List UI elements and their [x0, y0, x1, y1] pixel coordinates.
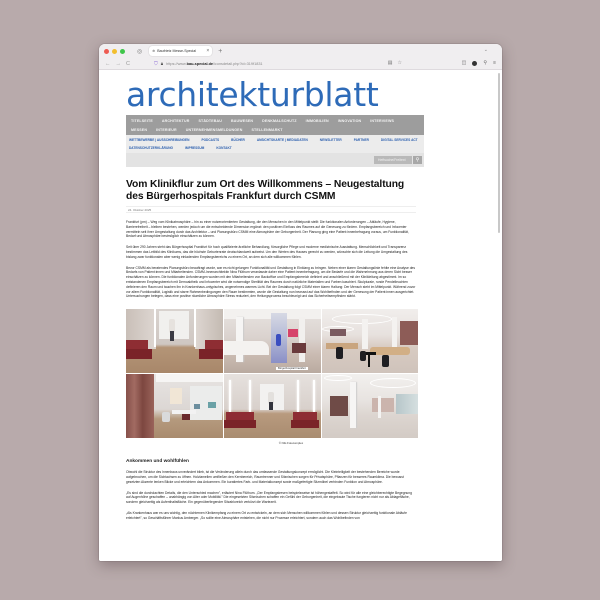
tab-title: Baufrietz Messe-Special	[157, 49, 197, 53]
globe-icon: ⊕	[152, 49, 156, 53]
subnav-digital-services-act[interactable]: DIGITAL SERVICES ACT	[380, 138, 418, 142]
gallery-photo-corridor-benches[interactable]	[224, 374, 321, 438]
nav-immobilien[interactable]: IMMOBILIEN	[305, 118, 329, 123]
article-date: 24. Oktober 2025	[128, 207, 152, 212]
sidebar-toggle-icon[interactable]: ◎	[137, 48, 143, 55]
browser-window	[99, 44, 502, 561]
article-paragraph: Bevor CSMM als beratendes Planungsbüro beauftragt wurde, war es nicht gelungen Funktionalität und Gestaltung in Einklang zu bringen. Neben einer klaren Gestaltungslinie fehlte eine Analyse des Bedarfs von Patient:innen und Mitarbeitenden. CSMM-Innenarchitektin Nina Flüthum veranlasste daher eine Patient:innenbefragung, um die Bedarfe und die Wahrnehmung aus deren Sicht besser einschätzen zu können. Die funktionalen Anforderungen wurden mit den Mitarbeitenden von Backoffice und Empfangsbereich definiert und anschließend mit der Klinikleitung abgestimmt. Im so entstandenen Empfangsbereich mit Demoaktheik und Infocenter wird die notwendige Sterilität des Raumes durch natürliche Materialien und Farben kaschiert. Skulpturale, runde Pendelleuchten definieren den Raum und tauchen ihn in Krankenhaus-untypisches, angenehmes warmes Licht. Bei der Gestaltung folgt CSMM einer klaren Haltung: Der Mensch steht im Mittelpunkt. Während zuvor vor allem Funktionalität, Logistik und starre Rahmenbedingungen den Raum bestimmten, wurde die Gestaltung nun bewusst auf das Wohlbefinden und der Genesung der Patient:innen ausgerichtet. Untersuchungen belegen, dass eine positive räumliche Atmosphäre Stress reduziert, den Heilungsprozess beschleunigt und das Sicherheitsempfinden stärkt.	[126, 265, 416, 299]
nav-innovation[interactable]: INNOVATION	[337, 118, 362, 123]
gallery-photo-waiting-area[interactable]	[322, 309, 418, 373]
bookmark-star-icon[interactable]: ☆	[397, 60, 402, 66]
article-headline: Vom Klinikflur zum Ort des Willkommens – Neugestaltung des Bürgerhospitals Frankfurt durch CSMM	[126, 179, 405, 202]
web-page	[126, 71, 420, 521]
article-dateline	[126, 206, 416, 213]
extensions-icon[interactable]: ⚲	[483, 60, 488, 66]
lock-icon[interactable]: 🔒︎	[160, 61, 164, 66]
nav-titelseite[interactable]: TITELSEITE	[131, 118, 153, 123]
toolbar-actions	[462, 60, 496, 66]
close-tab-icon[interactable]: ×	[206, 48, 210, 54]
pocket-icon[interactable]: ◫	[461, 60, 467, 66]
url-path: /iconsdetail.php?id=319f1831	[213, 61, 263, 66]
article-subheading: Ankommen und wohlfühlen	[126, 459, 189, 465]
reload-button[interactable]: C	[126, 60, 130, 67]
subnav-wettbewerbe[interactable]: WETTBEWERBE | AUSSCHREIBUNGEN	[129, 138, 190, 142]
browser-titlebar	[99, 44, 502, 58]
subnav-mediadaten[interactable]: ANSICHTSKARTE | MEDIADATEN	[256, 138, 308, 142]
nav-architektur[interactable]: ARCHITEKTUR	[161, 118, 190, 123]
zoom-window-button[interactable]	[120, 49, 125, 54]
subnav-datenschutz[interactable]: DATENSCHUTZERKLÄRUNG	[129, 146, 174, 150]
subnav-buecher[interactable]: BÜCHER	[231, 138, 245, 142]
search-icon: ⚲	[415, 157, 420, 163]
gallery-photo-corridor[interactable]	[126, 309, 223, 373]
back-button[interactable]: ←	[105, 60, 111, 67]
subnav-kontakt[interactable]: KONTAKT	[216, 146, 232, 150]
nav-interieur[interactable]: INTERIEUR	[156, 127, 177, 132]
url-bar[interactable]	[154, 59, 414, 68]
reader-icon[interactable]: ▤	[387, 60, 393, 66]
article-paragraph: Frankfurt (pm) – Weg vom Klinikatmosphäre – hin zu einer nutzerorientierten Gestaltung, die den Menschen in den Mittelpunkt stellt: Die funktionalen Anforderungen – Abläufe, Hygiene, Barrierefreiheit – bleiben bestehen, werden jedoch um die entscheidende Dimension ergänzt: den positiven Einfluss des Raumes auf die Genesung zu fördern. Empfangsbereich und Infocenter vermitteln seit ihrer Umgestaltung durch das Architektur – und Planungsbüro CSMM eine Atmosphäre der Geborgenheit. Der Planung ging eine Patient:innenbefragung voraus, um Funktionalität, Bedarf und Atmosphäre bestmöglich einschätzen zu können.	[126, 220, 409, 239]
browser-navbar	[99, 58, 502, 70]
gallery-photo-exam-room[interactable]	[126, 374, 223, 438]
tracking-shield-icon[interactable]: ⛉	[154, 60, 158, 67]
gallery-caption: © Nils Fotocomplex	[278, 441, 304, 446]
subnav-impressum[interactable]: IMPRESSUM	[185, 146, 205, 150]
window-controls	[104, 49, 125, 54]
url-prefix: https://www.	[166, 61, 187, 66]
subnav-podcasts[interactable]: PODCASTS	[201, 138, 220, 142]
page-scrollbar[interactable]	[498, 73, 500, 233]
sub-nav-row-2	[129, 144, 421, 152]
subnav-newsletter[interactable]: NEWSLETTER	[319, 138, 342, 142]
photo-gallery	[126, 309, 416, 438]
minimize-window-button[interactable]	[112, 49, 117, 54]
site-logo[interactable]: architekturblatt	[126, 75, 379, 114]
gallery-photo-lobby[interactable]	[322, 374, 418, 438]
search-bar-row	[126, 153, 424, 167]
browser-tab-active[interactable]	[149, 46, 212, 56]
nav-interviews[interactable]: INTERVIEWS	[370, 118, 395, 123]
page-viewport	[99, 71, 502, 561]
gallery-photo-reception[interactable]	[224, 309, 321, 373]
article-paragraph: „Es sind die durchdachten Details, die den Unterschied machen", erläutert Nina Flüthum. „Der Empfangstresen beispielsweise ist höhengestaffelt. So wird für alle eine gleichberechtigte Begegnung auf Augenhöhe geschaffen – unabhängig von Alter oder Mobilität." Die eingesetzten Sitznischen schaffen ein Gefühl der Geborgenheit, die eingebaute Tische fungieren nicht nur als Ablagefläche, sondern gleichzeitig als Aufenthaltsfläche. Ein gegenüberliegender Sitzablorelch verkürzt die Wartezeit.	[126, 490, 412, 505]
main-nav-row-2	[128, 125, 422, 134]
main-nav	[126, 115, 424, 135]
article-paragraph: Obwohl die Struktur des Innenbaus unverändert blieb, ist die Veränderung allein durch das umfassende Gestaltungskonzept ermöglicht. Die Kleinteiligkeit der bestehenden Bereiche wurde aufgebrochen, um die Sichtachsen zu öffnen. Holzlamellen umfließen den Kernbereich, Raumtrenner und Sitznischen sorgen für Privatsphäre, Pflanzen für besseres Raumklima. Die bewusst gesetzten Akzente lenken Blicke und erleichtern das Ankommen. Ein kuratiertes Farb- und Materialkonzept sowie maßgefertigte Sitzmöbel verbinden Funktion und Atmosphäre.	[126, 470, 404, 484]
sub-nav	[126, 135, 424, 153]
nav-messen[interactable]: MESSEN	[131, 127, 148, 132]
forward-button[interactable]: →	[115, 60, 121, 67]
url-domain: bau-special.de	[186, 61, 214, 66]
main-nav-row-1	[128, 116, 422, 125]
close-window-button[interactable]	[104, 49, 109, 54]
search-button[interactable]	[413, 156, 422, 164]
photo-caption-tag: Bürgerhospital Frankfurt	[278, 367, 306, 371]
url-actions	[388, 60, 402, 66]
tab-list-chevron-icon[interactable]: ⌄	[483, 47, 488, 53]
nav-staedtebau[interactable]: STÄDTEBAU	[198, 118, 222, 123]
sub-nav-row-1	[129, 136, 421, 144]
subnav-partner[interactable]: PARTNER	[353, 138, 369, 142]
nav-bauwesen[interactable]: BAUWESEN	[231, 118, 254, 123]
menu-icon[interactable]: ≡	[493, 60, 496, 66]
article	[126, 167, 416, 521]
nav-denkmalschutz[interactable]: DENKMALSCHUTZ	[262, 118, 297, 123]
site-search-input[interactable]	[374, 156, 412, 164]
account-icon[interactable]	[472, 61, 477, 66]
nav-stellenmarkt[interactable]: STELLENMARKT	[251, 127, 283, 132]
new-tab-button[interactable]: +	[218, 47, 223, 55]
article-paragraph: „Als Krankenhaus war es uns wichtig, den nüchternen Klinikempfang zu einem Ort zu entwickeln, an dem sich Menschen willkommen fühlen und dessen Struktur gleichzeitig funktionale Abläufe erleichtert", so Geschäftsführer Markus Amberger. „So sollte eine Atmosphäre entstehen, die nicht nur Prozesse erleichtert, sondern auch das Wohlbefinden von	[126, 510, 407, 520]
article-paragraph: Seit über 290 Jahren steht das Bürgerhospital Frankfurt für hoch qualifizierte ärztliche Behandlung, fürsorgliche Pflege und moderne medizinische Ausstattung. Menschlichkeit und Transparenz bestimmen das Leitbild des Klinikums, das die höchste Geburtenrate deutschlandweit aufweist. Um den Werten des Hauses gerecht zu werden, wünschte sich die Leitung die Umgestaltung des bislang zwar funktionalen aber wenig einladenden Empfangsbereichs zu einem Ort, an dem sich alle willkommen fühlen.	[126, 245, 408, 259]
nav-unternehmensmeldungen[interactable]: UNTERNEHMENSMELDUNGEN	[185, 127, 243, 132]
